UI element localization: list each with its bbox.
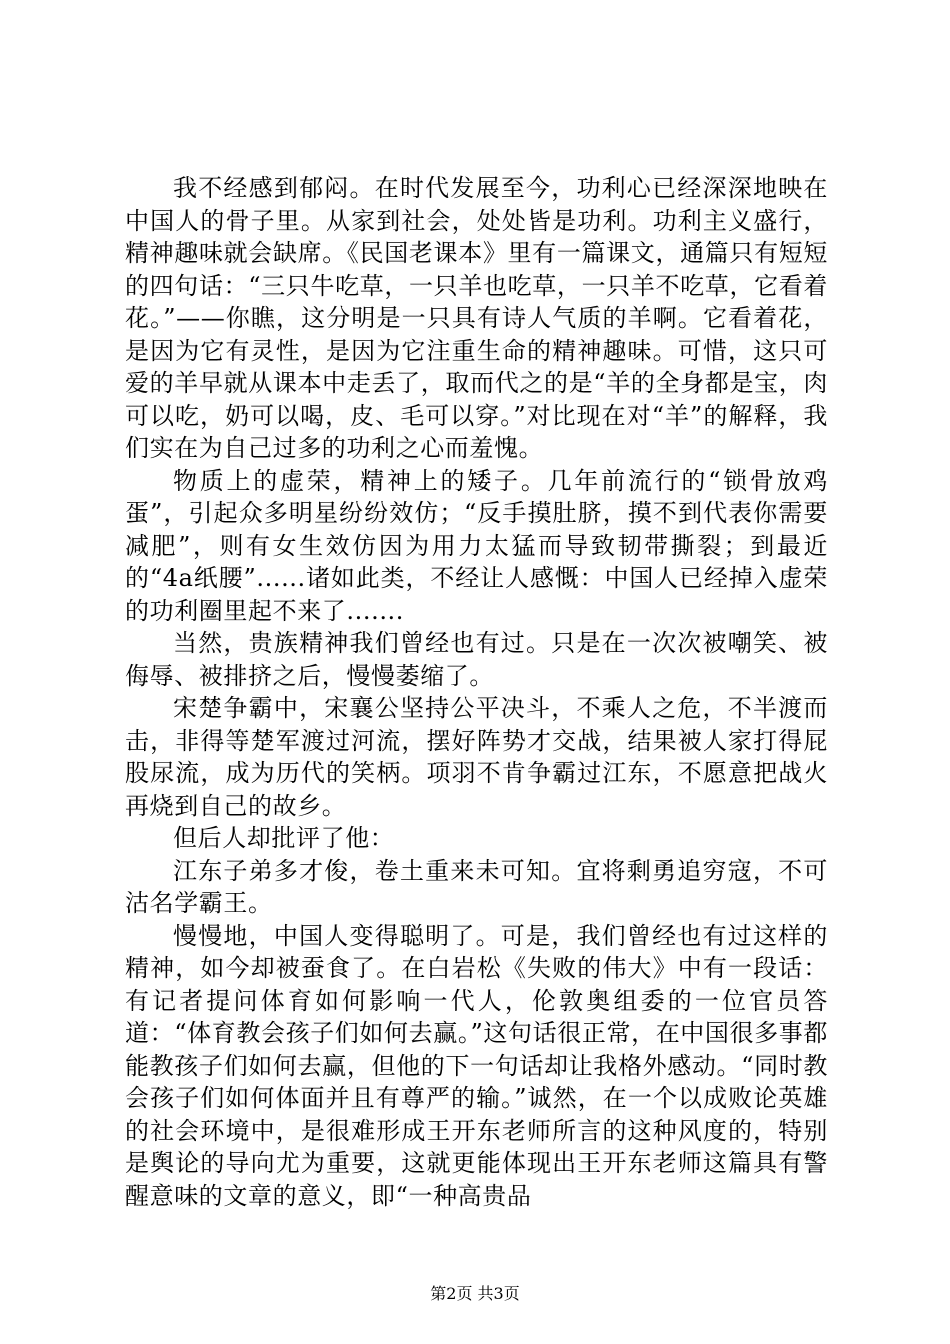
document-body [125,172,828,1212]
paragraph: 江东子弟多才俊，卷土重来未可知。宜将剩勇追穷寇，不可沽名学霸王。 [125,856,828,917]
paragraph: 宋楚争霸中，宋襄公坚持公平决斗，不乘人之危，不半渡而击，非得等楚军渡过河流，摆好阵势才交战，结果被人家打得屁股尿流，成为历代的笑柄。项羽不肯争霸过江东，不愿意把战火再烧到自己的故乡。 [125,694,828,820]
paragraph: 慢慢地，中国人变得聪明了。可是，我们曾经也有过这样的精神，如今却被蚕食了。在白岩松《失败的伟大》中有一段话：有记者提问体育如何影响一代人，伦敦奥组委的一位官员答道：“体育教会孩子们如何去赢。”这句话很正常，在中国很多事都能教孩子们如何去赢，但他的下一句话却让我格外感动。“同时教会孩子们如何体面并且有尊严的输。”诚然，在一个以成败论英雄的社会环境中，是很难形成王开东老师所言的这种风度的，特别是舆论的导向尤为重要，这就更能体现出王开东老师这篇具有警醒意味的文章的意义，即“一种高贵品 [125,921,828,1210]
paragraph: 我不经感到郁闷。在时代发展至今，功利心已经深深地映在中国人的骨子里。从家到社会，处处皆是功利。功利主义盛行，精神趣味就会缺席。《民国老课本》里有一篇课文，通篇只有短短的四句话：“三只牛吃草，一只羊也吃草，一只羊不吃草，它看着花。”——你瞧，这分明是一只具有诗人气质的羊啊。它看着花，是因为它有灵性，是因为它注重生命的精神趣味。可惜，这只可爱的羊早就从课本中走丢了，取而代之的是“羊的全身都是宝，肉可以吃，奶可以喝，皮、毛可以穿。”对比现在对“羊”的解释，我们实在为自己过多的功利之心而羞愧。 [125,174,828,462]
paragraph: 但后人却批评了他： [173,824,395,852]
paragraph: 当然，贵族精神我们曾经也有过。只是在一次次被嘲笑、被侮辱、被排挤之后，慢慢萎缩了。 [125,629,828,690]
page-number-footer: 第2页 共3页 [430,1284,520,1303]
paragraph: 物质上的虚荣，精神上的矮子。几年前流行的“锁骨放鸡蛋”，引起众多明星纷纷效仿；“反手摸肚脐，摸不到代表你需要减肥”，则有女生效仿因为用力太猛而导致韧带撕裂；到最近的“4a纸腰”......诸如此类，不经让人感慨：中国人已经掉入虚荣的功利圈里起不来了....... [125,466,828,625]
